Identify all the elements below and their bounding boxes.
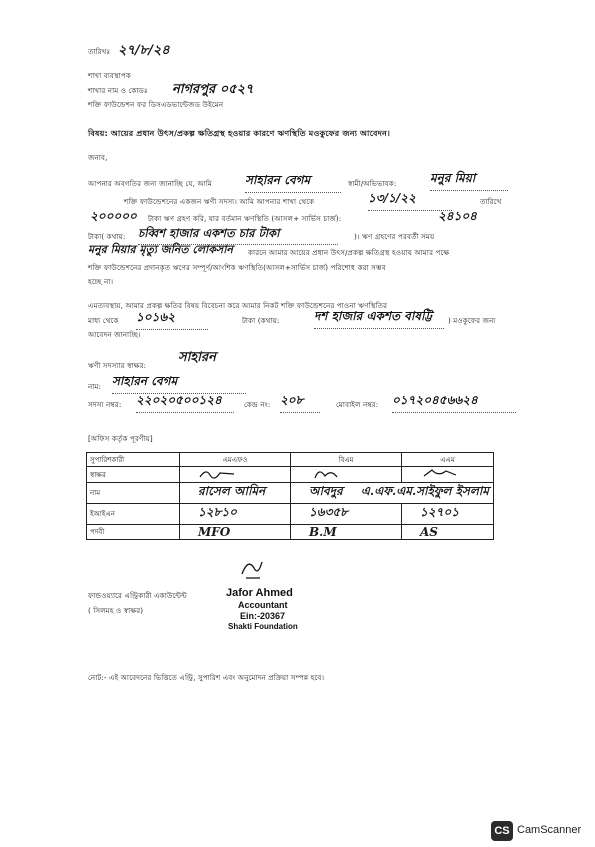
body-line-7-text: হচ্ছে না। <box>88 277 114 286</box>
organization-name: শক্তি ফাউন্ডেশন ফর ডিসএডভান্টেজড উইমেন <box>88 100 224 109</box>
camscanner-watermark: CamScanner <box>517 824 582 836</box>
signature-scribble-icon <box>198 467 238 479</box>
mobile-label: মোবাইল নম্বর: <box>336 400 379 409</box>
table-row-label: পদবী <box>87 525 180 540</box>
am-signature <box>402 467 494 483</box>
para2-line-2-suffix: ) মওকুফের জন্য <box>448 316 496 325</box>
table-header-cell: সুপারিশকারী <box>87 453 180 467</box>
camscanner-logo-icon: CS <box>491 821 513 841</box>
date-value: ২৭/৮/২৪ <box>118 43 170 58</box>
table-cell: B.M <box>291 525 402 540</box>
table-row-designation <box>87 525 494 540</box>
table-header-cell: এমএফও <box>180 453 291 467</box>
stamp-name: Jafor Ahmed <box>226 587 293 599</box>
office-heading: [অফিস কর্তৃক পূরণীয়] <box>88 434 153 443</box>
date-suffix: তারিখে <box>480 197 502 206</box>
table-cell <box>291 483 494 504</box>
balance-handwritten: ২৪১০৪ <box>438 209 477 223</box>
table-cell: AS <box>402 525 494 540</box>
table-cell: MFO <box>180 525 291 540</box>
waiver-amount-handwritten: ১০১৬২ <box>136 309 208 330</box>
table-row-label: স্বাক্ষর <box>87 467 180 483</box>
center-number-handwritten: ২০৮ <box>280 392 320 413</box>
body-line-2-text: শক্তি ফাউন্ডেশনের একজন ঋণী সদস্য। আমি আপনার শাখা থেকে <box>124 197 315 206</box>
stamp-title: Accountant <box>238 600 288 610</box>
para2-line-2-mid: টাকা (কথায়: <box>242 316 280 325</box>
para2-line-3: আবেদন জানাচ্ছি। <box>88 330 141 339</box>
bm-name: আবদুর <box>309 484 343 498</box>
recipient-title: শাখা ব্যবস্থাপক <box>88 71 132 80</box>
table-row-label: নাম <box>87 483 180 504</box>
body-line-3-text: টাকা ঋণ গ্রহণ করি, যার বর্তমান ঋণস্থিতি (আসল+ সার্ভিস চার্জ): <box>148 214 342 223</box>
table-row-label: ইআইএন <box>87 504 180 525</box>
member-name-handwritten: সাহারন বেগম <box>112 373 246 394</box>
table-cell: রাসেল আমিন <box>180 483 291 504</box>
table-cell: ১২৭০১ <box>402 504 494 525</box>
balance-in-words-handwritten: চব্বিশ হাজার একশত চার টাকা <box>138 225 338 245</box>
table-row-name <box>87 483 494 504</box>
body-line-5-text: কারনে আমার আয়ের প্রধান উৎস/প্রকল্প ক্ষতিগ্রস্থ হওয়ায় আমার পক্ষে <box>248 248 450 257</box>
date-label: তারিখঃ <box>88 47 111 56</box>
table-cell: ১২৮১০ <box>180 504 291 525</box>
approval-table <box>86 452 494 540</box>
signature-scribble-icon <box>309 467 349 479</box>
branch-label: শাখার নাম ও কোডঃ <box>88 86 148 95</box>
bm-signature <box>291 467 402 483</box>
salutation: জনাব, <box>88 153 108 162</box>
body-line-1-text: আপনার অবগতির জন্য জানাচ্ছি যে, আমি <box>88 179 212 188</box>
footer-note: নোট:- এই আবেদনের ভিত্তিতে এন্ট্রি, সুপারিশ এবং অনুমোদন প্রক্রিয়া সম্পন্ন হবে। <box>88 673 325 682</box>
accountant-seal-label: ( সিলমহ ও স্বাক্ষর) <box>88 606 144 615</box>
para2-line-2-text: মাধ্য থেকে <box>88 316 119 325</box>
mfo-signature <box>180 467 291 483</box>
subject-line: বিষয়: আয়ের প্রধান উৎস/প্রকল্প ক্ষতিগ্রস্থ হওয়ার কারণে ঋণস্থিতি মওকুফের জন্য আবেদন। <box>88 128 391 138</box>
member-signature: সাহারন <box>178 350 216 365</box>
table-header-row <box>87 453 494 467</box>
mobile-number-handwritten: ০১৭২০৪৫৬৬২৪ <box>392 392 516 413</box>
stamp-ein: Ein:-20367 <box>240 611 286 621</box>
waiver-words-handwritten: দশ হাজার একশত বাষট্টি <box>314 308 444 329</box>
body-line-4-suffix: )। ঋণ গ্রহণের পরবর্তী সময় <box>354 232 435 241</box>
stamp-organization: Shakti Foundation <box>228 622 298 631</box>
table-row-signature <box>87 467 494 483</box>
guardian-name-handwritten: মনুর মিয়া <box>430 170 508 191</box>
am-name: এ.এফ.এম.সাইফুল ইসলাম <box>360 484 489 498</box>
accountant-signature-icon <box>238 556 266 582</box>
loss-reason-handwritten: মনুর মিয়ার মৃত্যু জনিত লোকসান <box>88 243 233 256</box>
body-line-4-text: টাকা( কথায়: <box>88 232 126 241</box>
table-header-cell: বিএম <box>291 453 402 467</box>
accountant-label: ফান্ডওয়্যারে এন্ট্রিকারী একাউন্টেন্ট <box>88 591 187 600</box>
applicant-name-handwritten: সাহারন বেগম <box>245 172 341 193</box>
para2-line-1: এমতাবস্থায়, আমার প্রকল্প ক্ষতির বিষয় বিবেচনা করে আমার নিকট শক্তি ফাউন্ডেশনের পাওনা ঋণস্থিতির <box>88 301 388 310</box>
member-id-handwritten: ২২০২০৫০০১২৪ <box>136 392 234 413</box>
table-cell: ১৬৩৫৮ <box>291 504 402 525</box>
table-header-cell: এএম <box>402 453 494 467</box>
member-id-label: সদস্য নম্বর: <box>88 400 122 409</box>
body-line-6-text: শক্তি ফাউন্ডেশনের প্রদানকৃত ঋণের সম্পূর্ণ/আংশিক ঋণস্থিতি(আসল+সার্ভিস চার্জ) পরিশোধ করা সম্ভব <box>88 263 386 272</box>
branch-value: নাগরপুর ০৫২৭ <box>172 82 254 97</box>
member-sign-label: ঋণী সদস্যার স্বাক্ষর: <box>88 361 147 370</box>
loan-date-handwritten: ১৩/১/২২ <box>368 190 452 211</box>
member-name-label: নাম: <box>88 382 102 391</box>
center-label: কেন্দ্র নং: <box>244 400 271 409</box>
signature-scribble-icon <box>420 467 460 479</box>
loan-amount-handwritten: ২০০০০০ <box>90 209 137 223</box>
table-row-ein <box>87 504 494 525</box>
guardian-label: স্বামী/অভিভাবক: <box>348 179 397 188</box>
